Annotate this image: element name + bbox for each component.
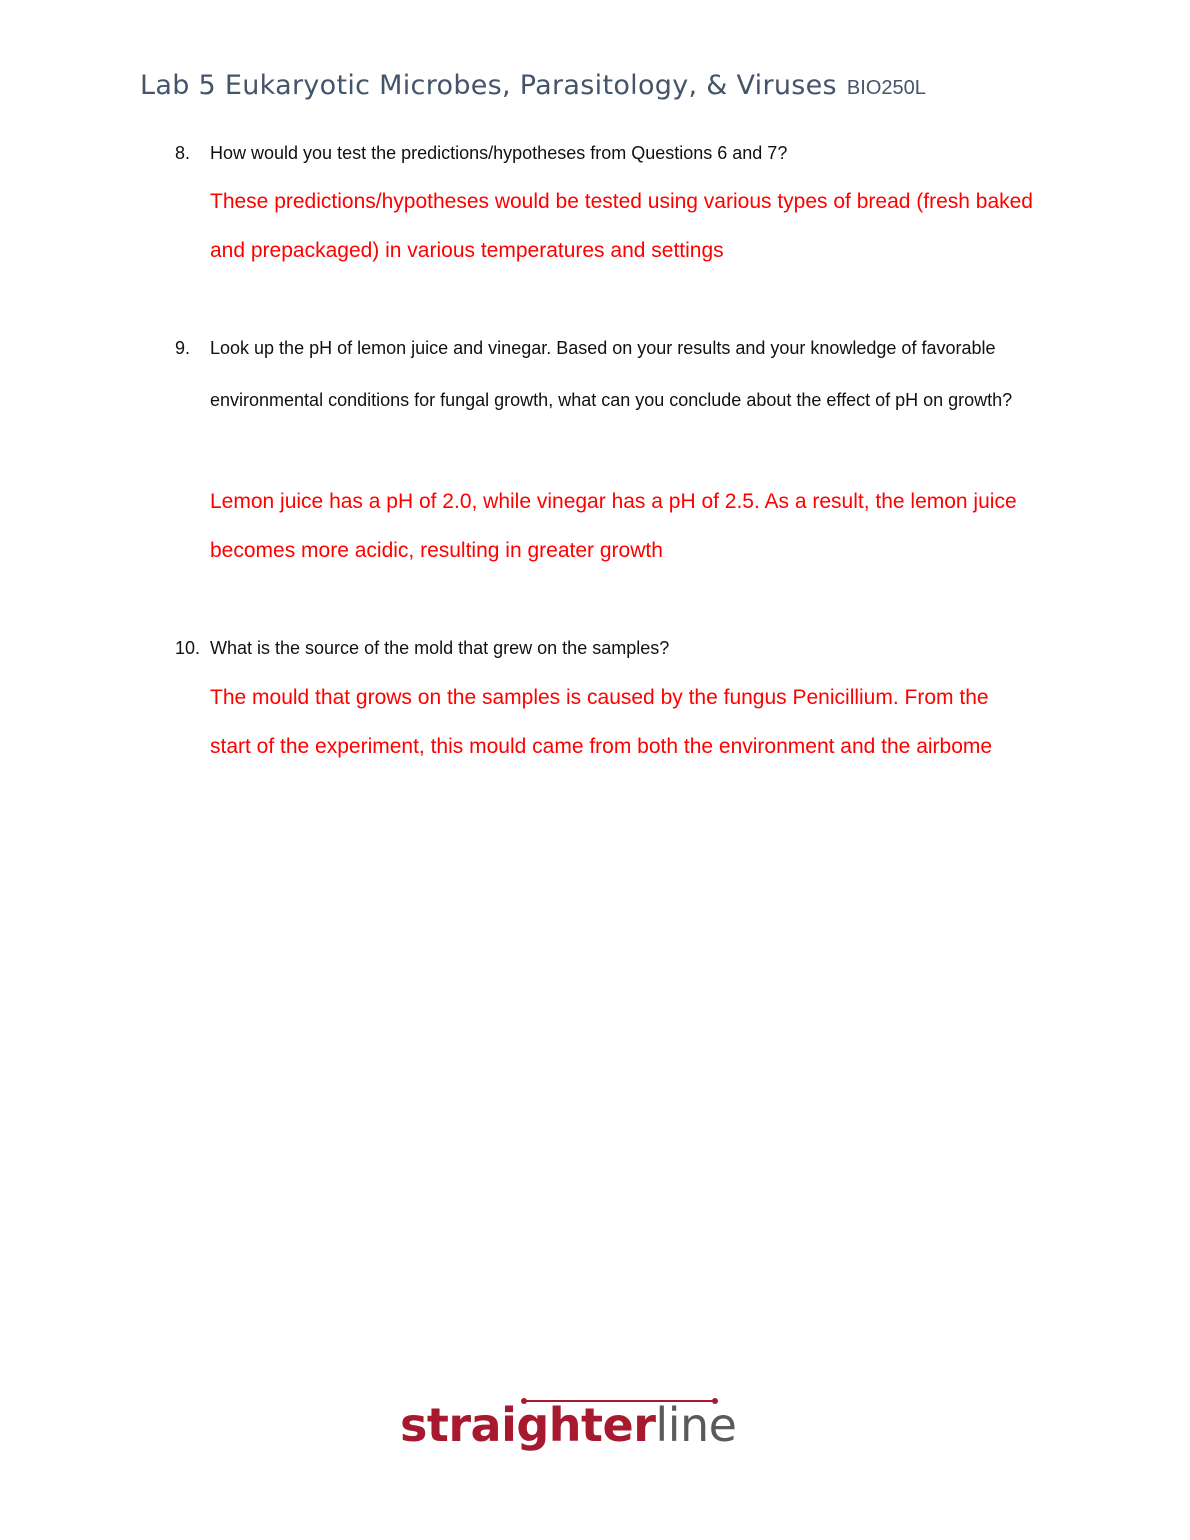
question-text: What is the source of the mold that grew on the samples? [210, 638, 670, 658]
answer-text: These predictions/hypotheses would be tested using various types of bread (fresh baked and prepackaged) in various temperatures and settings [210, 190, 1033, 262]
question-number: 10. [175, 638, 201, 658]
course-code: BIO250L [846, 77, 926, 99]
question-text: How would you test the predictions/hypotheses from Questions 6 and 7? [210, 143, 788, 163]
lab-title: Lab 5 Eukaryotic Microbes, Parasitology, & Viruses [140, 70, 837, 101]
question-text: Look up the pH of lemon juice and vinegar. Based on your results and your knowledge of favorable environmental conditions for fungal growth, what can you conclude about the effect of pH on growth? [210, 338, 1013, 410]
logo-text-light: line [655, 1398, 737, 1452]
page-header [140, 70, 926, 101]
question-number: 8. [175, 143, 191, 163]
answer-text: The mould that grows on the samples is caused by the fungus Penicillium. From the start of the experiment, this mould came from both the environment and the airbome [210, 686, 993, 758]
answer-text: Lemon juice has a pH of 2.0, while vinegar has a pH of 2.5. As a result, the lemon juice becomes more acidic, resulting in greater growth [210, 490, 1017, 562]
straighterline-logo [400, 1392, 800, 1472]
question-number: 9. [175, 338, 191, 358]
logo-wordmark [400, 1398, 736, 1452]
logo-text-strong: straighter [400, 1398, 656, 1452]
